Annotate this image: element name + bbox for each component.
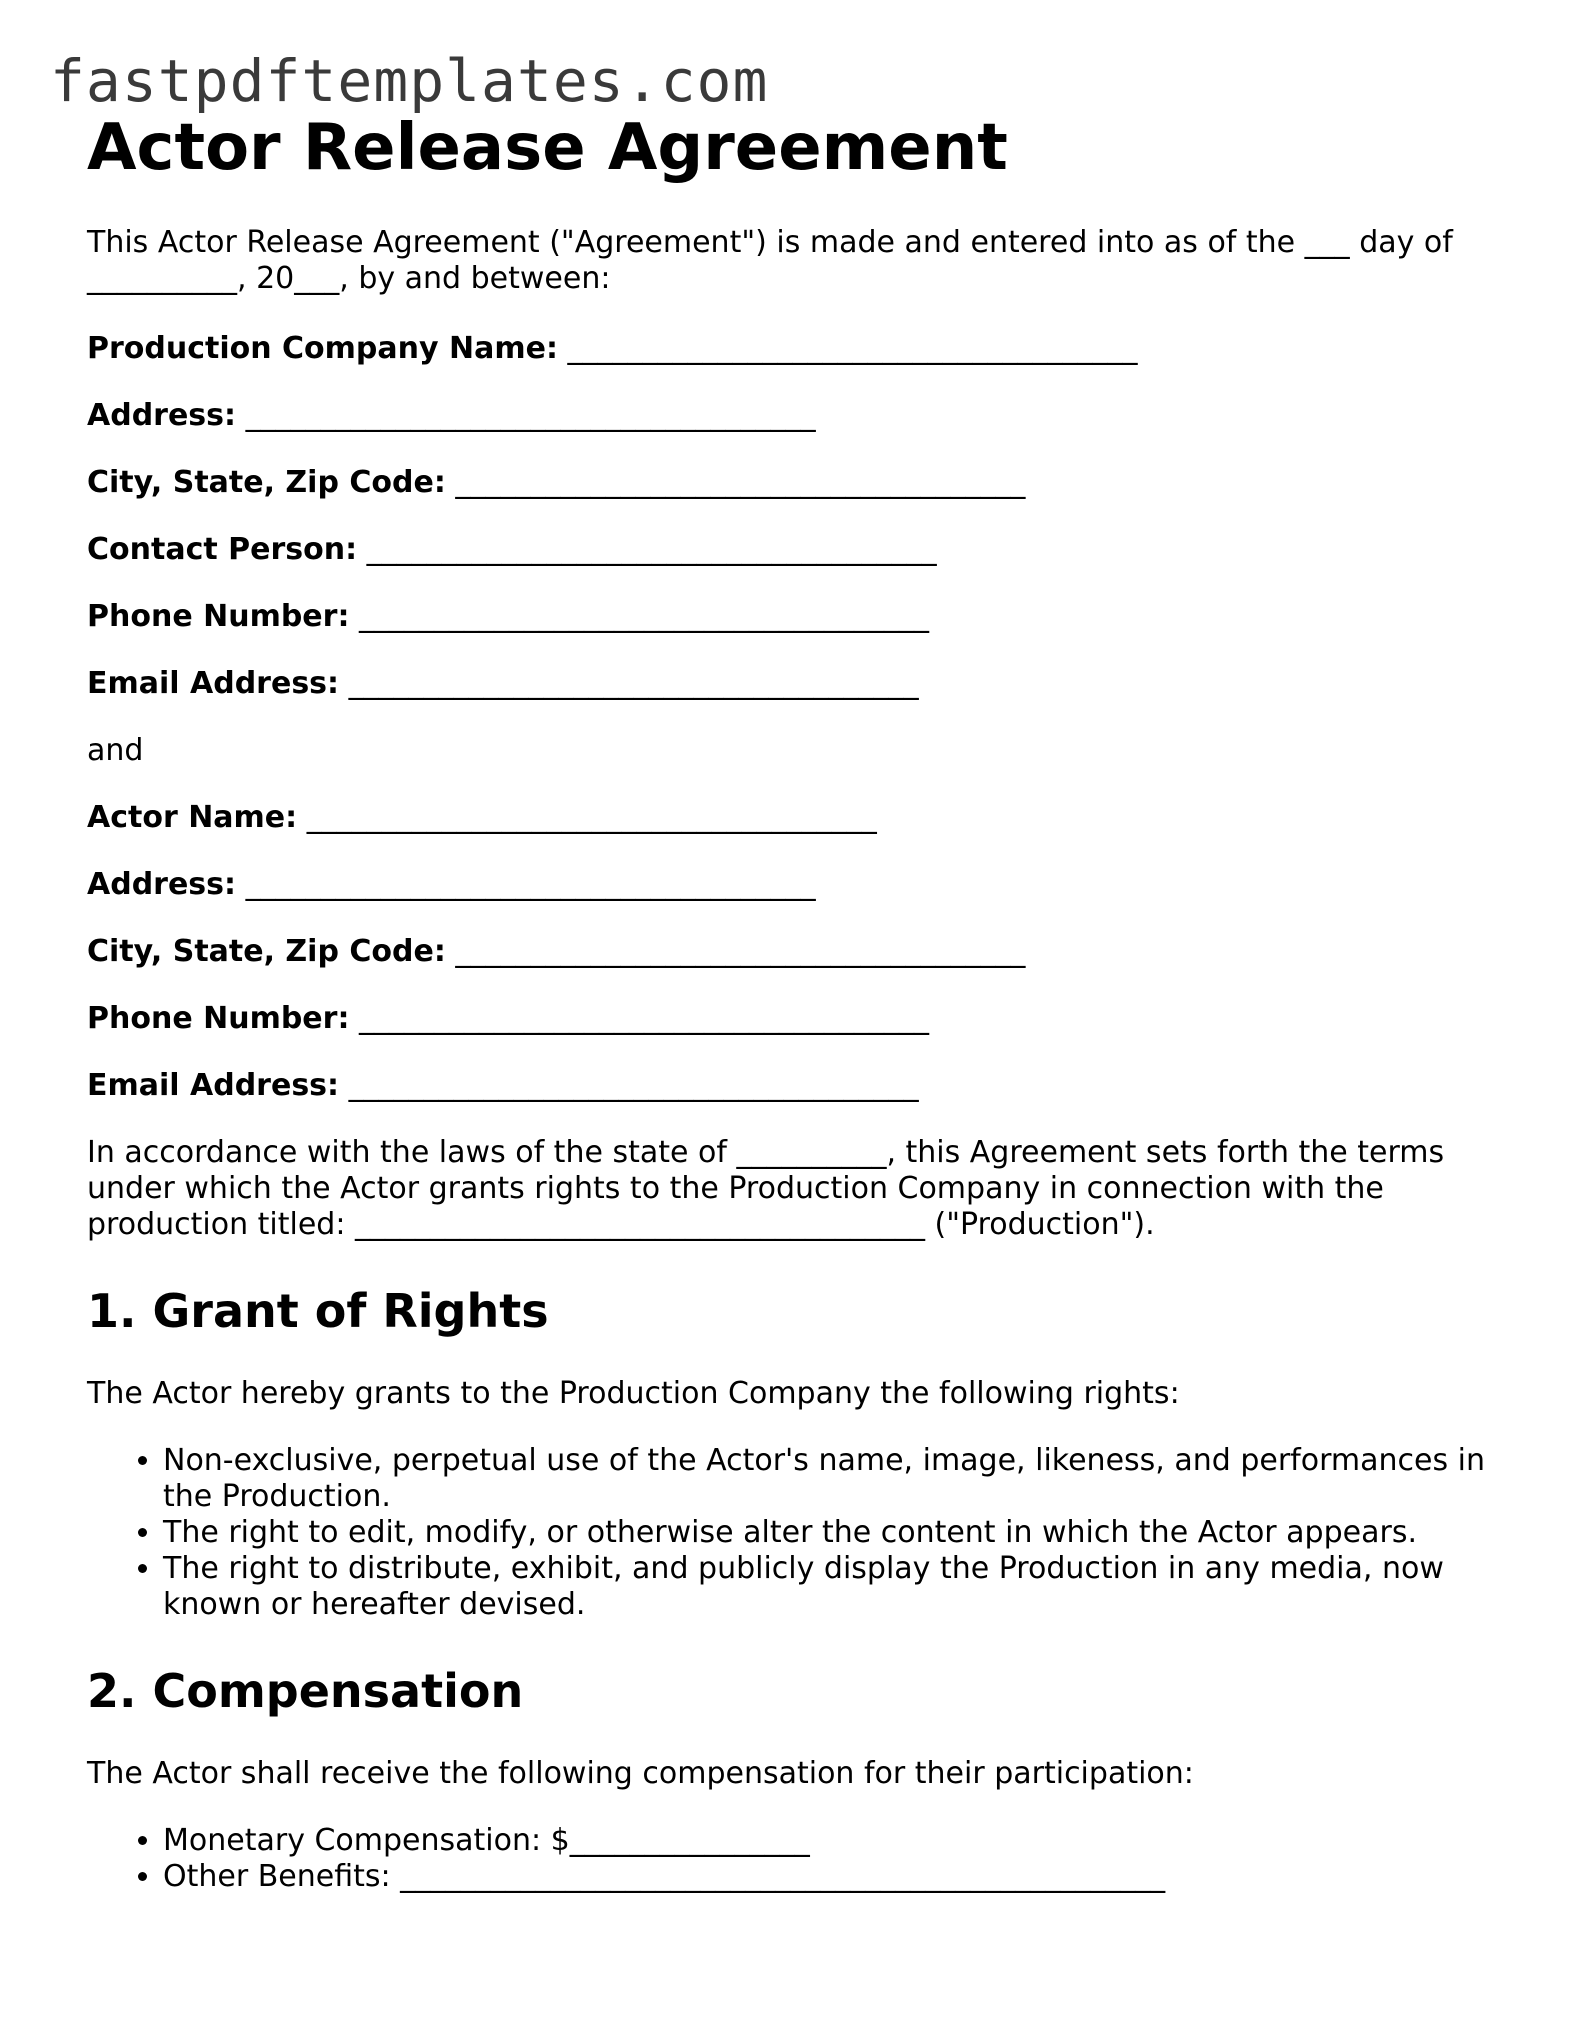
blank-line: ______________________________________ <box>366 532 937 567</box>
grant-of-rights-list <box>87 1443 1487 1623</box>
blank-line: ______________________________________ <box>359 599 929 634</box>
blank-line: ______________________________________ <box>455 465 1026 500</box>
and-text: and <box>87 733 144 768</box>
field-label: City, State, Zip Code: <box>87 465 446 500</box>
field-label: Address: <box>87 398 237 433</box>
field-label: Email Address: <box>87 1068 340 1103</box>
production-company-name-field[interactable] <box>87 331 1487 367</box>
production-phone-field[interactable] <box>87 599 1487 635</box>
field-label: Contact Person: <box>87 532 358 567</box>
production-contact-person-field[interactable] <box>87 532 1487 568</box>
section-lead: The Actor shall receive the following compensation for their participation: <box>87 1756 1194 1791</box>
list-item[interactable]: • Other Benefits: ___________________________________________________ <box>163 1859 1487 1895</box>
blank-line: ______________________________________ <box>348 666 919 701</box>
blank-line: ______________________________________ <box>245 867 816 902</box>
field-label: Email Address: <box>87 666 340 701</box>
actor-name-field[interactable] <box>87 800 1487 836</box>
blank-line: ______________________________________ <box>348 1068 919 1103</box>
field-label: Phone Number: <box>87 1001 350 1036</box>
actor-email-field[interactable] <box>87 1068 1487 1104</box>
production-address-field[interactable] <box>87 398 1487 434</box>
laws-paragraph: In accordance with the laws of the state of __________, this Agreement sets forth the terms under which the Actor grants rights to the Production Company in connection with the production titled: ______________________________________ ("Production"). <box>87 1135 1445 1242</box>
actor-city-state-zip-field[interactable] <box>87 934 1487 970</box>
blank-line: ______________________________________ <box>455 934 1026 969</box>
production-city-state-zip-field[interactable] <box>87 465 1487 501</box>
intro-paragraph: This Actor Release Agreement ("Agreement") is made and entered into as of the ___ day of __________, 20___, by and between: <box>87 225 1453 296</box>
list-item: • Non-exclusive, perpetual use of the Actor's name, image, likeness, and performances in the Production. <box>163 1443 1487 1515</box>
field-label: Production Company Name: <box>87 331 558 366</box>
section-lead: The Actor hereby grants to the Production Company the following rights: <box>87 1376 1180 1411</box>
document-page <box>87 108 1487 1895</box>
production-email-field[interactable] <box>87 666 1487 702</box>
blank-line: ______________________________________ <box>245 398 816 433</box>
field-label: City, State, Zip Code: <box>87 934 446 969</box>
list-item: • The right to edit, modify, or otherwise alter the content in which the Actor appears. <box>163 1515 1487 1551</box>
compensation-list <box>87 1823 1487 1895</box>
actor-phone-field[interactable] <box>87 1001 1487 1037</box>
actor-address-field[interactable] <box>87 867 1487 903</box>
blank-line: ______________________________________ <box>567 331 1138 366</box>
document-title: Actor Release Agreement <box>87 111 1008 185</box>
list-item[interactable]: • Monetary Compensation: $________________ <box>163 1823 1487 1859</box>
section-heading-grant-of-rights: 1. Grant of Rights <box>87 1284 549 1338</box>
blank-line: ______________________________________ <box>306 800 877 835</box>
field-label: Phone Number: <box>87 599 350 634</box>
field-label: Actor Name: <box>87 800 298 835</box>
blank-line: ______________________________________ <box>359 1001 929 1036</box>
watermark: fastpdftemplates.com <box>50 47 769 115</box>
field-label: Address: <box>87 867 237 902</box>
list-item: • The right to distribute, exhibit, and publicly display the Production in any media, now known or hereafter devised. <box>163 1551 1487 1623</box>
section-heading-compensation: 2. Compensation <box>87 1664 524 1718</box>
